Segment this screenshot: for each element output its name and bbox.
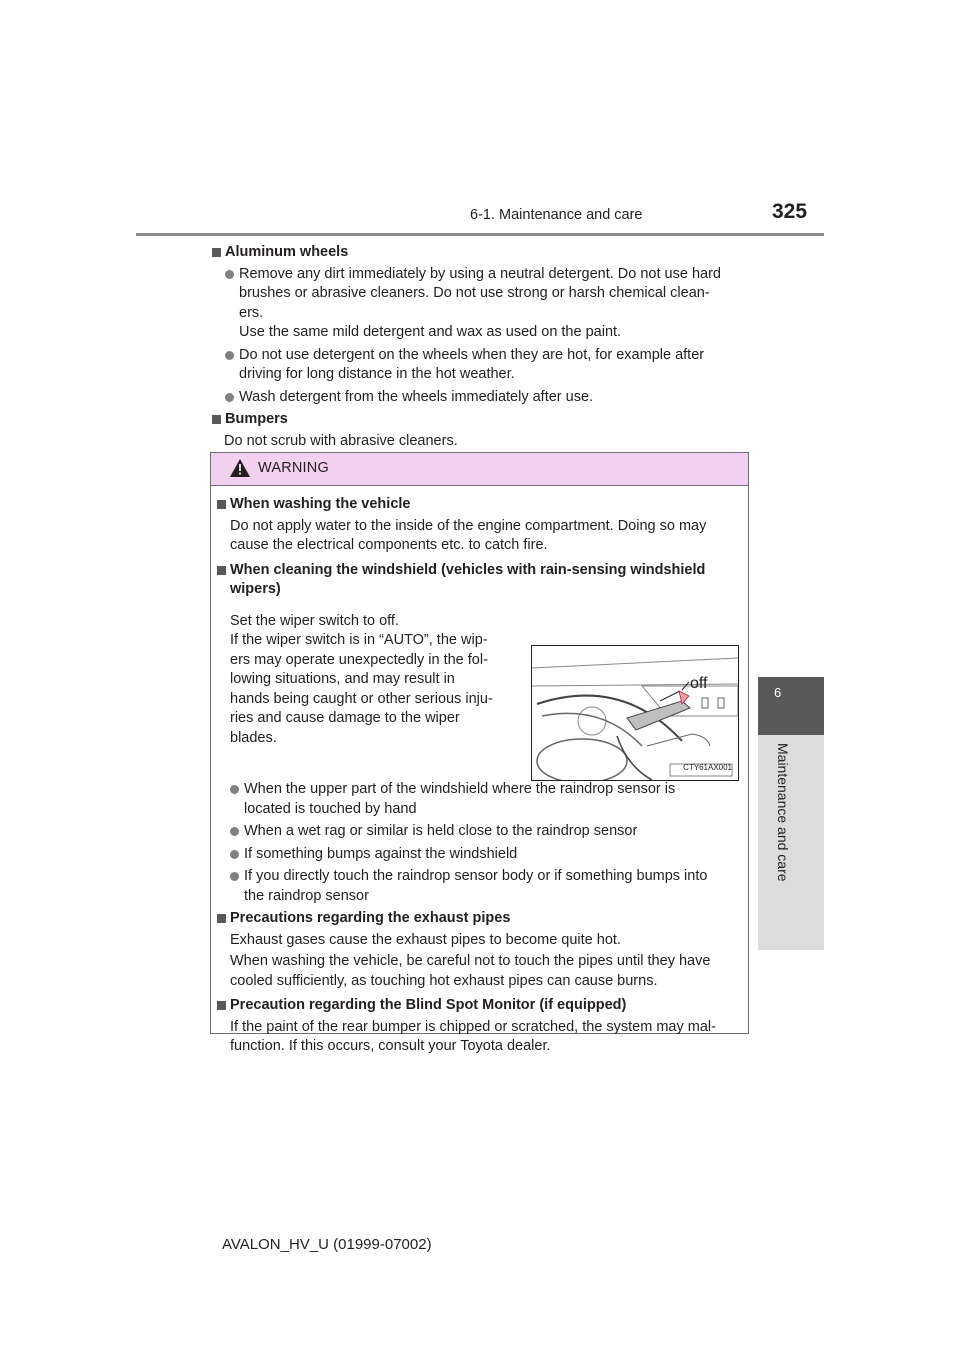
situation-bullet-1 [217, 780, 744, 819]
washing-text [217, 517, 744, 556]
document-code: AVALON_HV_U (01999-07002) [222, 1236, 432, 1253]
wiper-switch-text [217, 612, 512, 749]
exhaust-text-2 [217, 952, 744, 991]
text-line: Use the same mild detergent and wax as used on the paint. [239, 324, 622, 340]
text-line: hands being caught or other serious inju- [230, 690, 493, 707]
text-line: located is touched by hand [244, 800, 417, 817]
chapter-number: 6 [774, 685, 782, 700]
text-line: When washing the vehicle, be careful not to touch the pipes until they have [230, 953, 711, 969]
text-line: function. If this occurs, consult your Toyota dealer. [230, 1038, 551, 1054]
page-number: 325 [772, 200, 808, 223]
text-line: When the upper part of the windshield where the raindrop sensor is [244, 781, 676, 797]
section-title: 6-1. Maintenance and care [470, 207, 643, 223]
text-line: Set the wiper switch to off. [230, 612, 399, 629]
bsm-text [217, 1018, 744, 1057]
wiper-switch-illustration [531, 645, 739, 781]
situation-bullet-3: If something bumps against the windshield [217, 845, 744, 865]
chapter-tab-label[interactable] [758, 735, 824, 950]
illustration-code: CTY61AX001 [683, 762, 732, 772]
text-line: driving for long distance in the hot weather. [239, 366, 515, 382]
text-line: cause the electrical components etc. to catch fire. [230, 537, 548, 553]
aluminum-bullet-3: Wash detergent from the wheels immediately after use. [212, 388, 752, 408]
text-line: blades. [230, 729, 277, 746]
situation-bullet-4 [217, 867, 744, 906]
bumpers-text: Do not scrub with abrasive cleaners. [224, 432, 458, 449]
text-line: ries and cause damage to the wiper [230, 710, 460, 726]
text-line: lowing situations, and may result in [230, 671, 455, 687]
off-label: off [690, 675, 708, 692]
chapter-label: Maintenance and care [775, 743, 791, 882]
text-line: Do not apply water to the inside of the engine compartment. Doing so may [230, 517, 707, 534]
text-line: Remove any dirt immediately by using a neutral detergent. Do not use hard [239, 265, 721, 282]
main-content [212, 243, 752, 453]
warning-triangle-icon [230, 459, 250, 477]
washing-heading: When washing the vehicle [217, 495, 744, 515]
bsm-heading: Precaution regarding the Blind Spot Monitor (if equipped) [217, 996, 744, 1016]
chapter-tab-number[interactable] [758, 677, 824, 735]
text-line: If the paint of the rear bumper is chipped or scratched, the system may mal- [230, 1018, 716, 1035]
text-line: Do not use detergent on the wheels when they are hot, for example after [239, 346, 705, 363]
warning-label: WARNING [258, 460, 329, 476]
exhaust-heading: Precautions regarding the exhaust pipes [217, 909, 744, 929]
warning-box [210, 452, 749, 1054]
aluminum-wheels-heading: Aluminum wheels [212, 243, 752, 263]
text-line: ers. [239, 304, 264, 321]
aluminum-bullet-1 [212, 265, 752, 343]
text-line: wipers) [230, 581, 281, 597]
header-rule [136, 233, 824, 236]
aluminum-bullet-2 [212, 346, 752, 385]
text-line: the raindrop sensor [244, 887, 369, 904]
text-line: ers may operate unexpectedly in the fol- [230, 651, 488, 668]
situation-bullet-2: When a wet rag or similar is held close to the raindrop sensor [217, 822, 744, 842]
warning-body [217, 495, 744, 1059]
text-line: If the wiper switch is in “AUTO”, the wip- [230, 632, 488, 648]
bumpers-heading: Bumpers [212, 410, 752, 430]
text-line: brushes or abrasive cleaners. Do not use strong or harsh chemical clean- [239, 285, 710, 301]
text-line: If you directly touch the raindrop sensor body or if something bumps into [244, 868, 708, 884]
warning-header [211, 453, 748, 486]
exhaust-text-1: Exhaust gases cause the exhaust pipes to become quite hot. [230, 931, 621, 948]
text-line: When cleaning the windshield (vehicles with rain-sensing windshield [230, 561, 706, 578]
windshield-heading [217, 561, 744, 600]
text-line: cooled sufficiently, as touching hot exhaust pipes can cause burns. [230, 972, 658, 989]
